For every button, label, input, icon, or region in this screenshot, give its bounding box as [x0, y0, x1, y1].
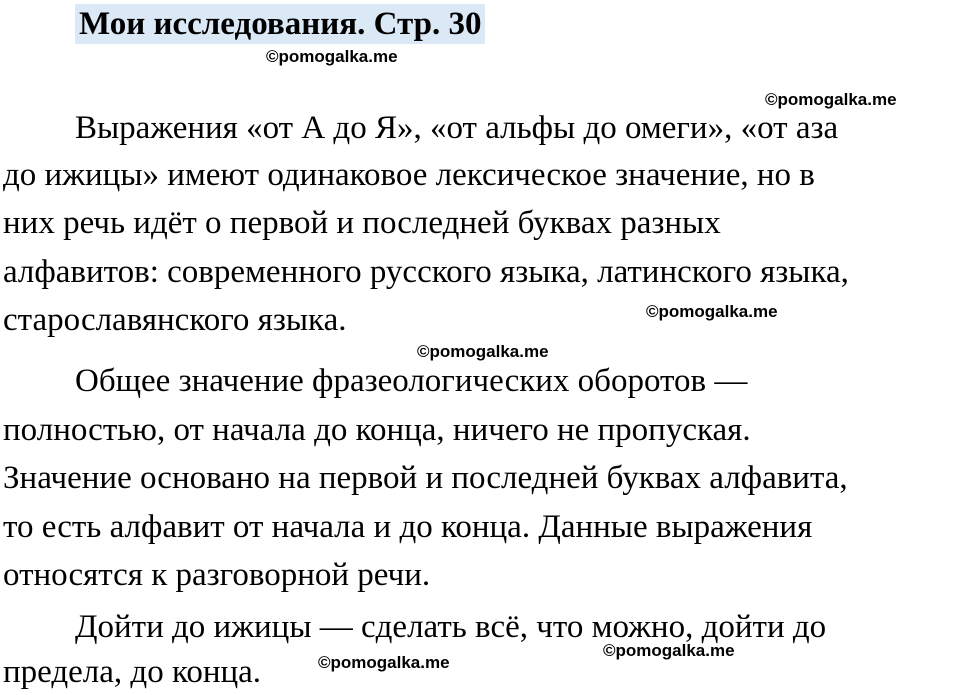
- text-line: полностью, от начала до конца, ничего не пропуская.: [3, 412, 751, 448]
- text-line: Общее значение фразеологических оборотов —: [75, 363, 748, 399]
- text-line: то есть алфавит от начала и до конца. Данные выражения: [3, 509, 813, 545]
- text-line: Значение основано на первой и последней буквах алфавита,: [3, 460, 848, 496]
- text-line: Дойти до ижицы — сделать всё, что можно, дойти до: [75, 609, 827, 645]
- watermark: ©pomogalka.me: [646, 302, 778, 321]
- text-line: предела, до конца.: [3, 654, 262, 690]
- watermark: ©pomogalka.me: [266, 47, 398, 66]
- text-line: алфавитов: современного русского языка, латинского языка,: [3, 254, 849, 290]
- watermark: ©pomogalka.me: [318, 653, 450, 672]
- text-line: Выражения «от А до Я», «от альфы до омеги», «от аза: [75, 110, 839, 146]
- text-line: них речь идёт о первой и последней буквах разных: [3, 205, 721, 241]
- watermark: ©pomogalka.me: [603, 641, 735, 660]
- watermark: ©pomogalka.me: [765, 90, 897, 109]
- text-line: до ижицы» имеют одинаковое лексическое значение, но в: [3, 157, 815, 193]
- page-title: Мои исследования. Стр. 30: [75, 4, 485, 44]
- text-line: старославянского языка.: [3, 302, 347, 338]
- watermark: ©pomogalka.me: [417, 342, 549, 361]
- text-line: относятся к разговорной речи.: [3, 557, 431, 593]
